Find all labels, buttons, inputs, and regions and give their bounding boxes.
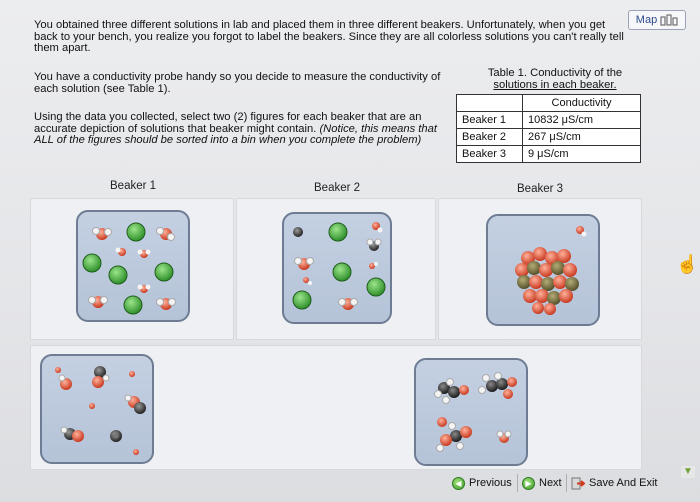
table-cell-beaker: Beaker 1 xyxy=(457,112,523,129)
previous-label: Previous xyxy=(469,477,512,489)
table-caption-line-2: solutions in each beaker. xyxy=(493,79,617,91)
molecular-solution-figure xyxy=(416,360,526,464)
intro-paragraph-1: You obtained three different solutions in lab and placed them in three different beakers. Unfortunately, when you get back to your bench, you realize you forgot to label the beakers. Since they are all colorless solutions you can't really tell them apart. xyxy=(34,19,624,54)
table-caption xyxy=(466,67,644,91)
map-icon xyxy=(660,14,678,26)
figure-card[interactable] xyxy=(414,358,528,466)
save-exit-label: Save And Exit xyxy=(589,477,658,489)
instructions-note: (Notice, this means that ALL of the figures should be sorted into a bin when you complete the problem) xyxy=(34,122,437,146)
save-and-exit-button[interactable] xyxy=(571,474,658,492)
table-cell-value: 267 μS/cm xyxy=(523,129,641,146)
weak-electrolyte-figure xyxy=(284,214,390,322)
previous-button[interactable] xyxy=(452,474,512,492)
bin-label-beaker-2: Beaker 2 xyxy=(314,182,361,194)
instructions-text: Using the data you collected, select two (2) figures for each beaker that are an accurate depiction of solutions that beaker might contain. xyxy=(34,111,422,135)
figure-card[interactable] xyxy=(40,354,154,464)
nav-divider xyxy=(517,474,518,492)
bin-label-beaker-1: Beaker 1 xyxy=(110,180,157,192)
conductivity-table xyxy=(456,94,641,163)
table-caption-line-1: Table 1. Conductivity of the xyxy=(487,67,623,79)
table-cell-value: 9 μS/cm xyxy=(523,146,641,163)
figure-card[interactable] xyxy=(486,214,600,326)
ionic-solution-figure xyxy=(78,212,188,320)
table-row xyxy=(457,129,641,146)
save-exit-icon xyxy=(571,477,585,490)
dilute-solution-figure xyxy=(42,356,152,462)
table-cell-beaker: Beaker 3 xyxy=(457,146,523,163)
figure-card[interactable] xyxy=(282,212,392,324)
scroll-down-icon[interactable]: ▼ xyxy=(681,466,695,478)
table-cell-beaker: Beaker 2 xyxy=(457,129,523,146)
bin-label-beaker-3: Beaker 3 xyxy=(517,183,564,195)
table-corner-cell xyxy=(457,95,523,112)
solid-crystal-figure xyxy=(488,216,598,324)
nav-divider xyxy=(566,474,567,492)
table-header-cell: Conductivity xyxy=(523,95,641,112)
table-cell-value: 10832 μS/cm xyxy=(523,112,641,129)
pointer-hand-icon: ☝ xyxy=(676,254,699,274)
figure-card[interactable] xyxy=(76,210,190,322)
map-label: Map xyxy=(635,14,658,26)
map-button[interactable] xyxy=(628,10,686,30)
previous-icon: ◀ xyxy=(452,477,465,490)
intro-paragraph-2: You have a conductivity probe handy so you decide to measure the conductivity of each solution (see Table 1). xyxy=(34,71,441,95)
table-row xyxy=(457,146,641,163)
next-icon: ▶ xyxy=(522,477,535,490)
next-label: Next xyxy=(539,477,562,489)
instructions-paragraph xyxy=(34,112,449,147)
table-header-row xyxy=(457,95,641,112)
table-row xyxy=(457,112,641,129)
next-button[interactable] xyxy=(522,474,562,492)
